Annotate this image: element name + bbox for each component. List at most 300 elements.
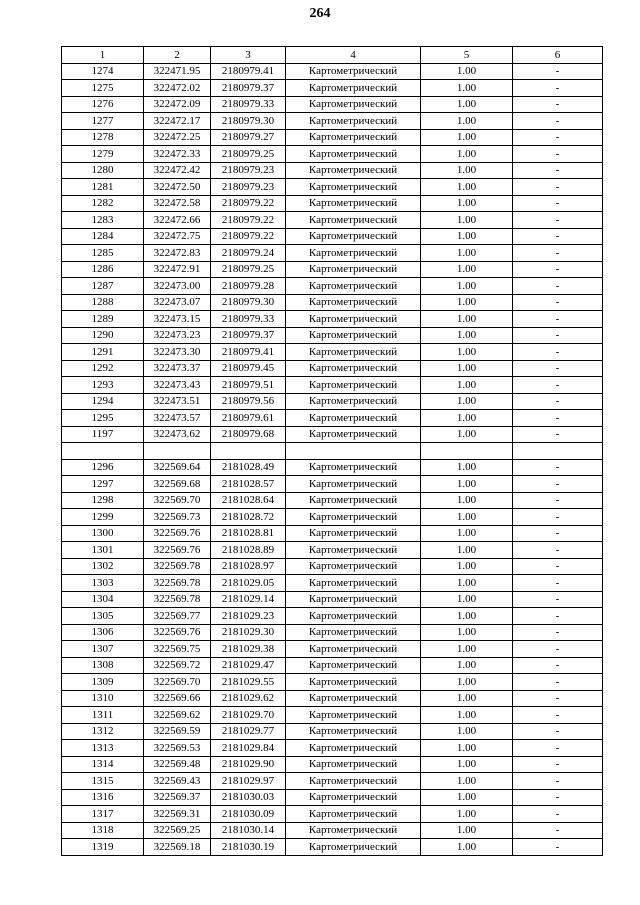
description-cell: - bbox=[513, 261, 603, 278]
accuracy-cell: 1.00 bbox=[421, 773, 513, 790]
x-coordinate-cell: 322473.30 bbox=[144, 344, 211, 361]
table-row bbox=[62, 641, 603, 658]
method-cell: Картометрический bbox=[286, 162, 421, 179]
accuracy-cell: 1.00 bbox=[421, 459, 513, 476]
y-coordinate-cell: 2181030.19 bbox=[211, 839, 286, 856]
y-coordinate-cell: 2180979.23 bbox=[211, 162, 286, 179]
description-cell: - bbox=[513, 129, 603, 146]
point-number-cell: 1281 bbox=[62, 179, 144, 196]
y-coordinate-cell: 2181028.89 bbox=[211, 542, 286, 559]
description-cell: - bbox=[513, 459, 603, 476]
table-row bbox=[62, 113, 603, 130]
table-row bbox=[62, 344, 603, 361]
point-number-cell: 1318 bbox=[62, 822, 144, 839]
description-cell: - bbox=[513, 608, 603, 625]
table-row bbox=[62, 756, 603, 773]
point-number-cell: 1279 bbox=[62, 146, 144, 163]
accuracy-cell: 1.00 bbox=[421, 657, 513, 674]
accuracy-cell: 1.00 bbox=[421, 261, 513, 278]
accuracy-cell: 1.00 bbox=[421, 360, 513, 377]
method-cell: Картометрический bbox=[286, 723, 421, 740]
point-number-cell: 1277 bbox=[62, 113, 144, 130]
x-coordinate-cell: 322473.00 bbox=[144, 278, 211, 295]
y-coordinate-cell: 2180979.51 bbox=[211, 377, 286, 394]
method-cell: Картометрический bbox=[286, 278, 421, 295]
accuracy-cell: 1.00 bbox=[421, 608, 513, 625]
x-coordinate-cell: 322472.02 bbox=[144, 80, 211, 97]
method-cell: Картометрический bbox=[286, 96, 421, 113]
y-coordinate-cell: 2181028.64 bbox=[211, 492, 286, 509]
y-coordinate-cell: 2181029.97 bbox=[211, 773, 286, 790]
table-row bbox=[62, 360, 603, 377]
point-number-cell: 1302 bbox=[62, 558, 144, 575]
table-row bbox=[62, 558, 603, 575]
x-coordinate-cell: 322472.25 bbox=[144, 129, 211, 146]
coordinates-table bbox=[61, 46, 603, 856]
accuracy-cell: 1.00 bbox=[421, 492, 513, 509]
column-header-4: 4 bbox=[286, 47, 421, 64]
description-cell: - bbox=[513, 212, 603, 229]
description-cell: - bbox=[513, 575, 603, 592]
method-cell: Картометрический bbox=[286, 542, 421, 559]
description-cell: - bbox=[513, 245, 603, 262]
y-coordinate-cell: 2181030.14 bbox=[211, 822, 286, 839]
method-cell: Картометрический bbox=[286, 129, 421, 146]
point-number-cell: 1295 bbox=[62, 410, 144, 427]
y-coordinate-cell: 2181028.81 bbox=[211, 525, 286, 542]
x-coordinate-cell: 322473.57 bbox=[144, 410, 211, 427]
method-cell: Картометрический bbox=[286, 525, 421, 542]
x-coordinate-cell: 322473.62 bbox=[144, 426, 211, 443]
point-number-cell: 1293 bbox=[62, 377, 144, 394]
table-row bbox=[62, 608, 603, 625]
table-row bbox=[62, 410, 603, 427]
point-number-cell: 1314 bbox=[62, 756, 144, 773]
table-body bbox=[62, 63, 603, 855]
accuracy-cell: 1.00 bbox=[421, 162, 513, 179]
point-number-cell: 1291 bbox=[62, 344, 144, 361]
table-row bbox=[62, 327, 603, 344]
method-cell: Картометрический bbox=[286, 179, 421, 196]
method-cell: Картометрический bbox=[286, 294, 421, 311]
accuracy-cell: 1.00 bbox=[421, 311, 513, 328]
method-cell: Картометрический bbox=[286, 228, 421, 245]
y-coordinate-cell: 2180979.22 bbox=[211, 228, 286, 245]
point-number-cell: 1300 bbox=[62, 525, 144, 542]
method-cell: Картометрический bbox=[286, 740, 421, 757]
description-cell: - bbox=[513, 690, 603, 707]
accuracy-cell: 1.00 bbox=[421, 344, 513, 361]
x-coordinate-cell: 322472.66 bbox=[144, 212, 211, 229]
description-cell: - bbox=[513, 311, 603, 328]
y-coordinate-cell: 2180979.22 bbox=[211, 212, 286, 229]
method-cell: Картометрический bbox=[286, 756, 421, 773]
table-row bbox=[62, 294, 603, 311]
table-row bbox=[62, 839, 603, 856]
point-number-cell: 1305 bbox=[62, 608, 144, 625]
description-cell: - bbox=[513, 278, 603, 295]
method-cell bbox=[286, 443, 421, 460]
table-row bbox=[62, 773, 603, 790]
point-number-cell: 1301 bbox=[62, 542, 144, 559]
method-cell: Картометрический bbox=[286, 212, 421, 229]
description-cell: - bbox=[513, 773, 603, 790]
y-coordinate-cell: 2181029.77 bbox=[211, 723, 286, 740]
accuracy-cell: 1.00 bbox=[421, 393, 513, 410]
accuracy-cell: 1.00 bbox=[421, 641, 513, 658]
method-cell: Картометрический bbox=[286, 558, 421, 575]
point-number-cell: 1296 bbox=[62, 459, 144, 476]
point-number-cell: 1306 bbox=[62, 624, 144, 641]
description-cell: - bbox=[513, 789, 603, 806]
x-coordinate-cell: 322472.42 bbox=[144, 162, 211, 179]
x-coordinate-cell: 322473.43 bbox=[144, 377, 211, 394]
point-number-cell: 1307 bbox=[62, 641, 144, 658]
description-cell: - bbox=[513, 822, 603, 839]
column-header-2: 2 bbox=[144, 47, 211, 64]
accuracy-cell: 1.00 bbox=[421, 426, 513, 443]
method-cell: Картометрический bbox=[286, 195, 421, 212]
x-coordinate-cell: 322569.62 bbox=[144, 707, 211, 724]
y-coordinate-cell: 2181029.14 bbox=[211, 591, 286, 608]
table-row bbox=[62, 228, 603, 245]
x-coordinate-cell: 322569.66 bbox=[144, 690, 211, 707]
accuracy-cell: 1.00 bbox=[421, 509, 513, 526]
description-cell: - bbox=[513, 294, 603, 311]
point-number-cell: 1304 bbox=[62, 591, 144, 608]
description-cell: - bbox=[513, 839, 603, 856]
y-coordinate-cell: 2181030.03 bbox=[211, 789, 286, 806]
y-coordinate-cell bbox=[211, 443, 286, 460]
method-cell: Картометрический bbox=[286, 641, 421, 658]
method-cell: Картометрический bbox=[286, 789, 421, 806]
method-cell: Картометрический bbox=[286, 377, 421, 394]
point-number-cell: 1309 bbox=[62, 674, 144, 691]
description-cell: - bbox=[513, 476, 603, 493]
y-coordinate-cell: 2181028.49 bbox=[211, 459, 286, 476]
y-coordinate-cell: 2181028.72 bbox=[211, 509, 286, 526]
table-row bbox=[62, 624, 603, 641]
point-number-cell: 1276 bbox=[62, 96, 144, 113]
y-coordinate-cell: 2181029.47 bbox=[211, 657, 286, 674]
point-number-cell: 1283 bbox=[62, 212, 144, 229]
point-number-cell: 1290 bbox=[62, 327, 144, 344]
x-coordinate-cell: 322569.31 bbox=[144, 806, 211, 823]
description-cell: - bbox=[513, 806, 603, 823]
y-coordinate-cell: 2181029.05 bbox=[211, 575, 286, 592]
column-header-6: 6 bbox=[513, 47, 603, 64]
point-number-cell bbox=[62, 443, 144, 460]
x-coordinate-cell: 322473.51 bbox=[144, 393, 211, 410]
x-coordinate-cell: 322472.58 bbox=[144, 195, 211, 212]
description-cell: - bbox=[513, 740, 603, 757]
x-coordinate-cell: 322472.91 bbox=[144, 261, 211, 278]
y-coordinate-cell: 2180979.33 bbox=[211, 96, 286, 113]
table-row bbox=[62, 525, 603, 542]
x-coordinate-cell: 322472.17 bbox=[144, 113, 211, 130]
method-cell: Картометрический bbox=[286, 113, 421, 130]
method-cell: Картометрический bbox=[286, 839, 421, 856]
x-coordinate-cell: 322569.76 bbox=[144, 624, 211, 641]
point-number-cell: 1286 bbox=[62, 261, 144, 278]
point-number-cell: 1278 bbox=[62, 129, 144, 146]
description-cell bbox=[513, 443, 603, 460]
y-coordinate-cell: 2180979.28 bbox=[211, 278, 286, 295]
table-row bbox=[62, 195, 603, 212]
description-cell: - bbox=[513, 492, 603, 509]
x-coordinate-cell bbox=[144, 443, 211, 460]
accuracy-cell: 1.00 bbox=[421, 228, 513, 245]
accuracy-cell: 1.00 bbox=[421, 591, 513, 608]
x-coordinate-cell: 322569.73 bbox=[144, 509, 211, 526]
y-coordinate-cell: 2181029.84 bbox=[211, 740, 286, 757]
accuracy-cell: 1.00 bbox=[421, 129, 513, 146]
y-coordinate-cell: 2180979.23 bbox=[211, 179, 286, 196]
point-number-cell: 1298 bbox=[62, 492, 144, 509]
accuracy-cell: 1.00 bbox=[421, 542, 513, 559]
accuracy-cell: 1.00 bbox=[421, 80, 513, 97]
table-row bbox=[62, 657, 603, 674]
x-coordinate-cell: 322569.72 bbox=[144, 657, 211, 674]
y-coordinate-cell: 2180979.27 bbox=[211, 129, 286, 146]
method-cell: Картометрический bbox=[286, 608, 421, 625]
table-row bbox=[62, 426, 603, 443]
table-row bbox=[62, 278, 603, 295]
accuracy-cell: 1.00 bbox=[421, 146, 513, 163]
accuracy-cell: 1.00 bbox=[421, 806, 513, 823]
x-coordinate-cell: 322473.15 bbox=[144, 311, 211, 328]
description-cell: - bbox=[513, 410, 603, 427]
x-coordinate-cell: 322473.37 bbox=[144, 360, 211, 377]
x-coordinate-cell: 322472.33 bbox=[144, 146, 211, 163]
y-coordinate-cell: 2180979.61 bbox=[211, 410, 286, 427]
method-cell: Картометрический bbox=[286, 327, 421, 344]
method-cell: Картометрический bbox=[286, 261, 421, 278]
table-header-row bbox=[62, 47, 603, 64]
accuracy-cell: 1.00 bbox=[421, 245, 513, 262]
method-cell: Картометрический bbox=[286, 80, 421, 97]
x-coordinate-cell: 322569.25 bbox=[144, 822, 211, 839]
method-cell: Картометрический bbox=[286, 624, 421, 641]
point-number-cell: 1312 bbox=[62, 723, 144, 740]
table-row bbox=[62, 443, 603, 460]
table-row bbox=[62, 63, 603, 80]
point-number-cell: 1310 bbox=[62, 690, 144, 707]
method-cell: Картометрический bbox=[286, 822, 421, 839]
method-cell: Картометрический bbox=[286, 360, 421, 377]
point-number-cell: 1282 bbox=[62, 195, 144, 212]
accuracy-cell: 1.00 bbox=[421, 674, 513, 691]
description-cell: - bbox=[513, 113, 603, 130]
method-cell: Картометрический bbox=[286, 690, 421, 707]
page-number: 264 bbox=[309, 6, 331, 21]
accuracy-cell: 1.00 bbox=[421, 476, 513, 493]
point-number-cell: 1274 bbox=[62, 63, 144, 80]
table-row bbox=[62, 740, 603, 757]
description-cell: - bbox=[513, 641, 603, 658]
accuracy-cell: 1.00 bbox=[421, 740, 513, 757]
x-coordinate-cell: 322473.23 bbox=[144, 327, 211, 344]
y-coordinate-cell: 2181029.55 bbox=[211, 674, 286, 691]
x-coordinate-cell: 322569.18 bbox=[144, 839, 211, 856]
description-cell: - bbox=[513, 657, 603, 674]
method-cell: Картометрический bbox=[286, 806, 421, 823]
x-coordinate-cell: 322569.78 bbox=[144, 575, 211, 592]
accuracy-cell: 1.00 bbox=[421, 212, 513, 229]
accuracy-cell: 1.00 bbox=[421, 822, 513, 839]
table-row bbox=[62, 575, 603, 592]
y-coordinate-cell: 2180979.37 bbox=[211, 80, 286, 97]
description-cell: - bbox=[513, 360, 603, 377]
table-row bbox=[62, 723, 603, 740]
x-coordinate-cell: 322569.48 bbox=[144, 756, 211, 773]
accuracy-cell: 1.00 bbox=[421, 96, 513, 113]
y-coordinate-cell: 2181029.30 bbox=[211, 624, 286, 641]
method-cell: Картометрический bbox=[286, 575, 421, 592]
method-cell: Картометрический bbox=[286, 674, 421, 691]
x-coordinate-cell: 322569.76 bbox=[144, 525, 211, 542]
y-coordinate-cell: 2180979.68 bbox=[211, 426, 286, 443]
table-row bbox=[62, 459, 603, 476]
x-coordinate-cell: 322569.70 bbox=[144, 674, 211, 691]
y-coordinate-cell: 2181029.38 bbox=[211, 641, 286, 658]
accuracy-cell: 1.00 bbox=[421, 723, 513, 740]
table-row bbox=[62, 146, 603, 163]
y-coordinate-cell: 2180979.41 bbox=[211, 63, 286, 80]
method-cell: Картометрический bbox=[286, 410, 421, 427]
description-cell: - bbox=[513, 624, 603, 641]
y-coordinate-cell: 2180979.45 bbox=[211, 360, 286, 377]
method-cell: Картометрический bbox=[286, 707, 421, 724]
accuracy-cell bbox=[421, 443, 513, 460]
y-coordinate-cell: 2181028.97 bbox=[211, 558, 286, 575]
description-cell: - bbox=[513, 146, 603, 163]
point-number-cell: 1294 bbox=[62, 393, 144, 410]
method-cell: Картометрический bbox=[286, 591, 421, 608]
accuracy-cell: 1.00 bbox=[421, 278, 513, 295]
accuracy-cell: 1.00 bbox=[421, 179, 513, 196]
table-row bbox=[62, 212, 603, 229]
description-cell: - bbox=[513, 195, 603, 212]
description-cell: - bbox=[513, 344, 603, 361]
method-cell: Картометрический bbox=[286, 63, 421, 80]
method-cell: Картометрический bbox=[286, 773, 421, 790]
point-number-cell: 1289 bbox=[62, 311, 144, 328]
method-cell: Картометрический bbox=[286, 657, 421, 674]
y-coordinate-cell: 2180979.30 bbox=[211, 294, 286, 311]
point-number-cell: 1288 bbox=[62, 294, 144, 311]
point-number-cell: 1313 bbox=[62, 740, 144, 757]
y-coordinate-cell: 2180979.37 bbox=[211, 327, 286, 344]
point-number-cell: 1299 bbox=[62, 509, 144, 526]
description-cell: - bbox=[513, 525, 603, 542]
column-header-1: 1 bbox=[62, 47, 144, 64]
y-coordinate-cell: 2180979.22 bbox=[211, 195, 286, 212]
y-coordinate-cell: 2180979.33 bbox=[211, 311, 286, 328]
description-cell: - bbox=[513, 393, 603, 410]
description-cell: - bbox=[513, 96, 603, 113]
x-coordinate-cell: 322472.50 bbox=[144, 179, 211, 196]
table-row bbox=[62, 542, 603, 559]
description-cell: - bbox=[513, 723, 603, 740]
method-cell: Картометрический bbox=[286, 393, 421, 410]
method-cell: Картометрический bbox=[286, 459, 421, 476]
method-cell: Картометрический bbox=[286, 245, 421, 262]
description-cell: - bbox=[513, 674, 603, 691]
y-coordinate-cell: 2180979.56 bbox=[211, 393, 286, 410]
point-number-cell: 1292 bbox=[62, 360, 144, 377]
accuracy-cell: 1.00 bbox=[421, 839, 513, 856]
point-number-cell: 1287 bbox=[62, 278, 144, 295]
point-number-cell: 1308 bbox=[62, 657, 144, 674]
accuracy-cell: 1.00 bbox=[421, 624, 513, 641]
description-cell: - bbox=[513, 228, 603, 245]
method-cell: Картометрический bbox=[286, 426, 421, 443]
x-coordinate-cell: 322569.53 bbox=[144, 740, 211, 757]
description-cell: - bbox=[513, 542, 603, 559]
point-number-cell: 1297 bbox=[62, 476, 144, 493]
x-coordinate-cell: 322472.75 bbox=[144, 228, 211, 245]
method-cell: Картометрический bbox=[286, 344, 421, 361]
description-cell: - bbox=[513, 756, 603, 773]
column-header-5: 5 bbox=[421, 47, 513, 64]
description-cell: - bbox=[513, 327, 603, 344]
description-cell: - bbox=[513, 80, 603, 97]
table-row bbox=[62, 707, 603, 724]
table-row bbox=[62, 492, 603, 509]
accuracy-cell: 1.00 bbox=[421, 707, 513, 724]
method-cell: Картометрический bbox=[286, 476, 421, 493]
accuracy-cell: 1.00 bbox=[421, 525, 513, 542]
accuracy-cell: 1.00 bbox=[421, 113, 513, 130]
table-row bbox=[62, 261, 603, 278]
method-cell: Картометрический bbox=[286, 492, 421, 509]
table-row bbox=[62, 476, 603, 493]
point-number-cell: 1275 bbox=[62, 80, 144, 97]
method-cell: Картометрический bbox=[286, 311, 421, 328]
point-number-cell: 1280 bbox=[62, 162, 144, 179]
accuracy-cell: 1.00 bbox=[421, 690, 513, 707]
description-cell: - bbox=[513, 558, 603, 575]
table-row bbox=[62, 96, 603, 113]
point-number-cell: 1197 bbox=[62, 426, 144, 443]
accuracy-cell: 1.00 bbox=[421, 558, 513, 575]
y-coordinate-cell: 2181029.70 bbox=[211, 707, 286, 724]
table-row bbox=[62, 80, 603, 97]
table-row bbox=[62, 674, 603, 691]
point-number-cell: 1316 bbox=[62, 789, 144, 806]
x-coordinate-cell: 322569.37 bbox=[144, 789, 211, 806]
x-coordinate-cell: 322472.09 bbox=[144, 96, 211, 113]
y-coordinate-cell: 2181030.09 bbox=[211, 806, 286, 823]
y-coordinate-cell: 2180979.25 bbox=[211, 261, 286, 278]
table-row bbox=[62, 311, 603, 328]
point-number-cell: 1317 bbox=[62, 806, 144, 823]
accuracy-cell: 1.00 bbox=[421, 789, 513, 806]
table-row bbox=[62, 245, 603, 262]
x-coordinate-cell: 322569.78 bbox=[144, 558, 211, 575]
y-coordinate-cell: 2180979.24 bbox=[211, 245, 286, 262]
y-coordinate-cell: 2181029.23 bbox=[211, 608, 286, 625]
x-coordinate-cell: 322569.68 bbox=[144, 476, 211, 493]
accuracy-cell: 1.00 bbox=[421, 410, 513, 427]
accuracy-cell: 1.00 bbox=[421, 63, 513, 80]
point-number-cell: 1319 bbox=[62, 839, 144, 856]
point-number-cell: 1315 bbox=[62, 773, 144, 790]
y-coordinate-cell: 2180979.41 bbox=[211, 344, 286, 361]
method-cell: Картометрический bbox=[286, 509, 421, 526]
accuracy-cell: 1.00 bbox=[421, 327, 513, 344]
